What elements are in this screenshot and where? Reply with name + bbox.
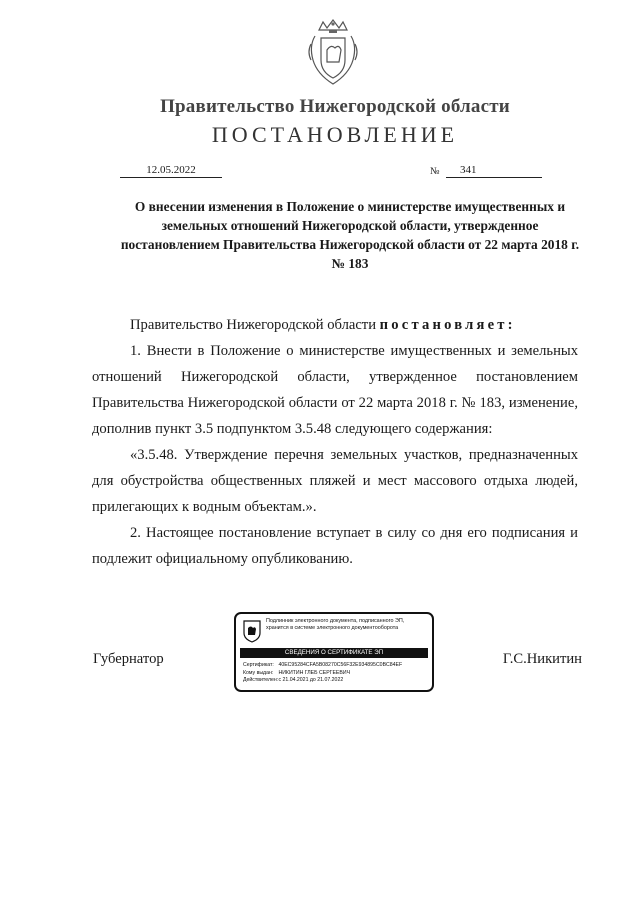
intro-text: Правительство Нижегородской области xyxy=(130,317,376,333)
document-subject: О внесении изменения в Положение о министерстве имущественных и земельных отношений Нижегородской области, утвержденное постановлением Правительства Нижегородской области от 22 марта 2018 г. № 183 xyxy=(120,199,580,271)
stamp-cert-details xyxy=(243,662,429,685)
electronic-signature-stamp xyxy=(234,612,434,692)
signer-name: Г.С.Никитин xyxy=(502,651,582,667)
valid-value: с 21.04.2021 до 21.07.2022 xyxy=(278,677,344,684)
cert-value: 40EC95284CFA5B08270C56F32E934895C0BC84EF xyxy=(278,662,403,668)
stamp-cert-row xyxy=(243,662,429,670)
document-date: 12.05.2022 xyxy=(120,163,222,178)
paragraph-quote: «3.5.48. Утверждение перечня земельных участков, предназначенных для обустройства общественных пляжей и мест массового отдыха людей, прилегающих к водным объектам.». xyxy=(92,447,578,515)
intro-paragraph xyxy=(92,312,578,338)
stamp-title-bar: СВЕДЕНИЯ О СЕРТИФИКАТЕ ЭП xyxy=(240,648,428,658)
stamp-header xyxy=(266,618,430,633)
paragraph-1: 1. Внести в Положение о министерстве имущественных и земельных отношений Нижегородской области, утвержденное постановлением Правительства Нижегородской области от 22 марта 2018 г. № 183, изменение, дополнив пункт 3.5 подпунктом 3.5.48 следующего содержания: xyxy=(92,343,578,437)
stamp-owner-row xyxy=(243,670,429,678)
stamp-header-line-1: Подлинник электронного документа, подписанного ЭП, xyxy=(266,618,405,624)
number-sign: № xyxy=(430,166,440,177)
cert-label: Сертификат: xyxy=(243,662,274,668)
document-number: 341 xyxy=(446,163,542,178)
valid-label: Действителен: xyxy=(243,677,279,684)
document-body xyxy=(92,312,578,572)
document-type: ПОСТАНОВЛЕНИЕ xyxy=(211,122,459,147)
coat-of-arms-icon xyxy=(305,16,361,88)
intro-verb: постановляет: xyxy=(379,317,516,333)
paragraph-2: 2. Настоящее постановление вступает в силу со дня его подписания и подлежит официальному опубликованию. xyxy=(92,525,578,567)
stamp-valid-row xyxy=(243,677,429,685)
signer-position: Губернатор xyxy=(93,651,164,667)
stamp-header-line-2: хранится в системе электронного документооборота xyxy=(266,625,399,632)
stamp-emblem-icon xyxy=(242,619,262,643)
government-title: Правительство Нижегородской области xyxy=(160,96,510,117)
owner-value: НИКИТИН ГЛЕБ СЕРГЕЕВИЧ xyxy=(278,669,351,676)
owner-label: Кому выдан: xyxy=(243,669,274,676)
